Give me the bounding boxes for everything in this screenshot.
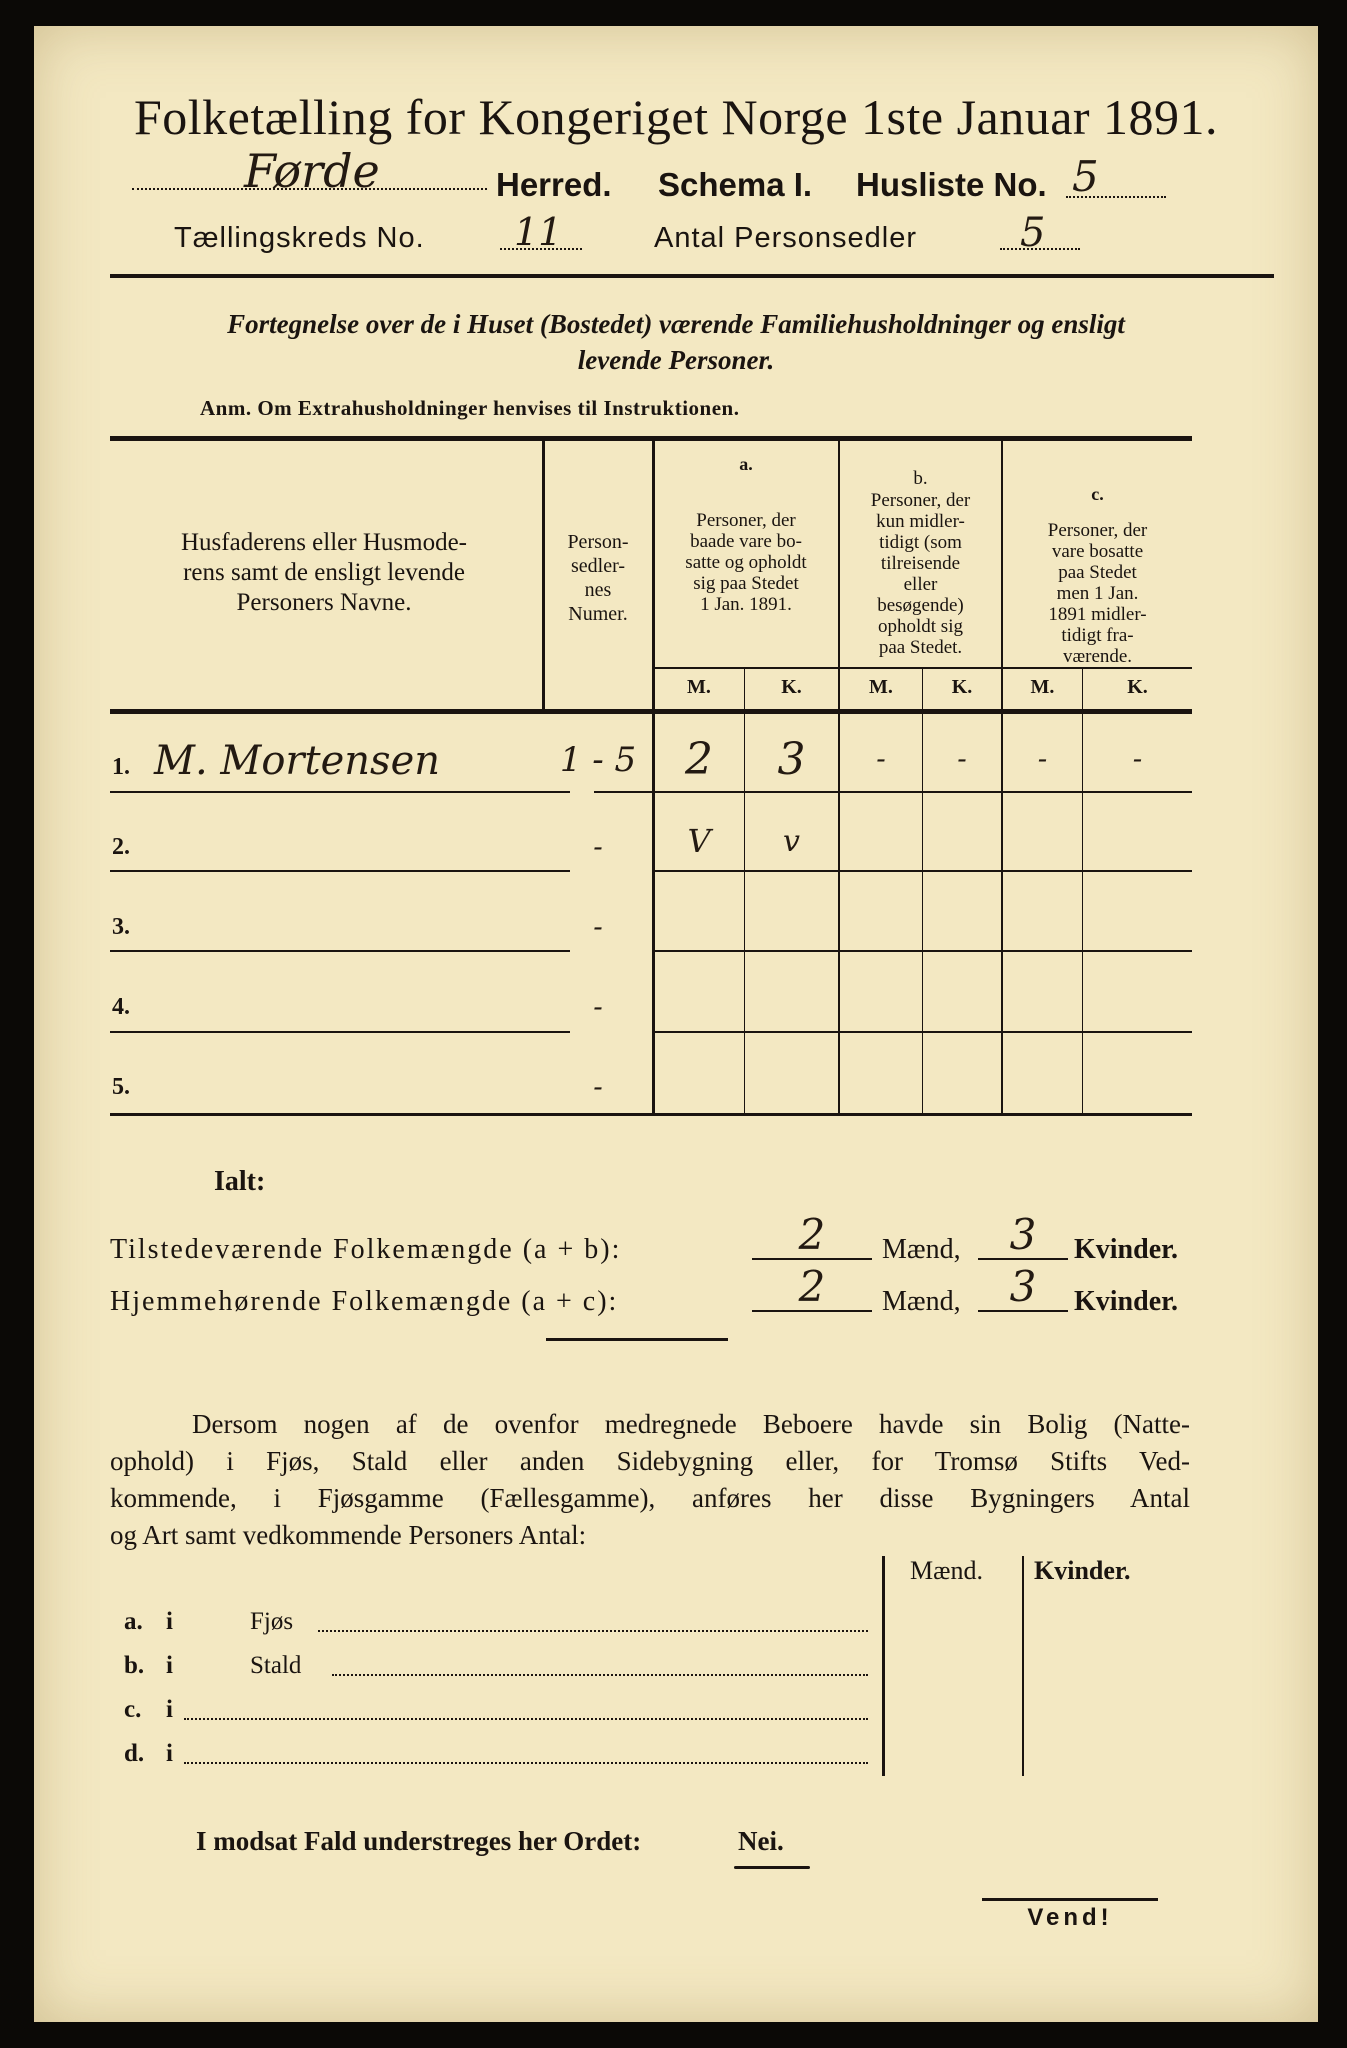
col-c-m: M. bbox=[1030, 676, 1055, 698]
row-num: - bbox=[593, 910, 603, 943]
col-header-num: Person- sedler- nes Numer. bbox=[567, 531, 629, 625]
schema-label: Schema I. bbox=[658, 166, 813, 203]
nei-underline bbox=[734, 1866, 810, 1869]
herred-value: Førde bbox=[244, 144, 380, 198]
col-header-c: Personer, der vare bosatte paa Stedet men 1 Jan. 1891 midler- tidigt fra- værende. bbox=[1047, 520, 1148, 667]
total-resident-women-label: Kvinder. bbox=[1074, 1286, 1178, 1317]
row-name: M. Mortensen bbox=[154, 738, 441, 784]
antal-value: 5 bbox=[1020, 210, 1046, 256]
row-num: - bbox=[593, 830, 603, 863]
census-form-page: Folketælling for Kongeriget Norge 1ste Januar 1891. Førde Herred. Schema I. Husliste No. 5 Tællingskreds No. 11 Antal Personsedler 5 Fortegnelse over de i Huset (Bostedet) værende Familiehusholdninger og ensligt levende Personer. Anm. Om Extrahusholdninger henvises til Instruktionen. Husfaderens eller Husmode- rens samt de ensligt levende Personers Navne. Person- sedler- nes Numer. a. Personer, der baade vare bo- satte og opholdt sig paa Stedet 1 Jan. 1891. b. Personer, der kun midler- tidigt (som tilreisende eller besøgende) opholdt sig paa Stedet. c. Personer, der vare bosatte paa Stedet men 1 Jan. 1891 midler- tidigt fra- værende. M. K. M. K. M. K. 1. M. Mortensen 1 - 5 2 3 - - - - 2. - V v 3. - 4. - 5. - Ialt: Tilstedeværende Folkemængde (a + b): 2 Mænd, 3 Kvinder. Hjemmehørende Folkemængde (a + c): 2 Mænd, 3 Kvinder. Dersom nogen af de ovenfor medregnede Beboere havde sin Bolig (Natte- ophold) i Fjøs, Stald eller anden Sidebygning eller, for Tromsø Stifts Ved- kommende, i Fjøsgamme (Fællesgamme), anføres her disse Bygningers Antal og Art samt vedkommende Personers Antal: Mænd. Kvinder. a. i Fjøs b. i Stald c. i d. i I modsat Fald understreges her Ordet: Nei. Vend! bbox=[34, 26, 1318, 2022]
total-resident-label: Hjemmehørende Folkemængde (a + c): bbox=[110, 1286, 619, 1317]
total-resident-men: 2 bbox=[798, 1262, 826, 1311]
table-top-rule bbox=[110, 436, 1192, 441]
col-header-b: Personer, der kun midler- tidigt (som tilreisende eller besøgende) opholdt sig paa Stedet. bbox=[870, 490, 971, 658]
col-c-k: K. bbox=[1127, 676, 1148, 698]
total-present-label: Tilstedeværende Folkemængde (a + b): bbox=[110, 1234, 622, 1265]
row-a-k: v bbox=[783, 824, 800, 859]
husliste-label: Husliste No. bbox=[856, 166, 1047, 203]
row-a-k: 3 bbox=[777, 734, 806, 785]
kreds-label: Tællingskreds No. bbox=[174, 222, 425, 254]
row-number: 5. bbox=[112, 1074, 130, 1100]
row-number: 3. bbox=[112, 914, 130, 940]
row-c-m: - bbox=[1037, 742, 1048, 775]
anm-note: Anm. Om Extrahusholdninger henvises til Instruktionen. bbox=[200, 396, 740, 420]
form-title: Folketælling for Kongeriget Norge 1ste Januar 1891. bbox=[133, 89, 1219, 145]
table-header-rule bbox=[110, 709, 1192, 714]
antal-label: Antal Personsedler bbox=[654, 222, 918, 254]
col-a-k: K. bbox=[781, 676, 802, 698]
row-b-k: - bbox=[957, 742, 967, 775]
col-header-a-letter: a. bbox=[739, 454, 753, 474]
col-a-m: M. bbox=[687, 676, 711, 698]
header-rule-left bbox=[110, 274, 838, 278]
row-number: 1. bbox=[112, 754, 130, 780]
col-header-b-letter: b. bbox=[913, 468, 928, 489]
total-present-women: 3 bbox=[1009, 1210, 1037, 1259]
row-a-m: 2 bbox=[685, 734, 713, 785]
section-divider bbox=[546, 1338, 728, 1341]
herred-label: Herred. bbox=[496, 166, 612, 203]
outbuilding-paragraph: Dersom nogen af de ovenfor medregnede Beboere havde sin Bolig (Natte- ophold) i Fjøs, Stald eller anden Sidebygning eller, for Tromsø Stifts Ved- kommende, i Fjøsgamme (Fællesgamme), anføres her disse Bygningers Antal og Art samt vedkommende Personers Antal: bbox=[110, 1409, 1190, 1550]
col-header-name: Husfaderens eller Husmode- rens samt de ensligt levende Personers Navne. bbox=[180, 529, 467, 616]
total-present-men: 2 bbox=[798, 1210, 826, 1259]
vend-label: Vend! bbox=[1027, 1904, 1113, 1931]
row-number: 2. bbox=[112, 834, 130, 860]
col-header-a: Personer, der baade vare bo- satte og opholdt sig paa Stedet 1 Jan. 1891. bbox=[685, 510, 807, 615]
table-bottom-rule bbox=[110, 1113, 1192, 1116]
husliste-value: 5 bbox=[1072, 152, 1099, 201]
row-b-m: - bbox=[876, 742, 886, 775]
ialt-label: Ialt: bbox=[214, 1166, 266, 1197]
row-a-m: V bbox=[687, 822, 711, 860]
col-header-c-letter: c. bbox=[1091, 484, 1104, 504]
mk-rule bbox=[654, 667, 1192, 669]
intro-line-2: levende Personer. bbox=[577, 345, 775, 375]
kreds-value: 11 bbox=[514, 210, 563, 254]
col-b-k: K. bbox=[951, 676, 973, 698]
modsat-text: I modsat Fald understreges her Ordet: bbox=[196, 1826, 642, 1856]
row-num: 1 - 5 bbox=[559, 740, 637, 780]
row-c-k: - bbox=[1132, 742, 1143, 775]
total-present-women-label: Kvinder. bbox=[1074, 1234, 1178, 1265]
row-number: 4. bbox=[112, 994, 130, 1020]
total-resident-women: 3 bbox=[1009, 1262, 1037, 1311]
header-rule-right bbox=[820, 274, 1274, 278]
total-present-men-label: Mænd, bbox=[882, 1234, 961, 1265]
outbuilding-col-women: Kvinder. bbox=[1034, 1556, 1131, 1585]
col-b-m: M. bbox=[869, 676, 893, 698]
nei-word: Nei. bbox=[738, 1826, 784, 1856]
row-num: - bbox=[593, 1070, 603, 1103]
intro-line-1: Fortegnelse over de i Huset (Bostedet) værende Familiehusholdninger og ensligt bbox=[227, 309, 1125, 339]
total-resident-men-label: Mænd, bbox=[882, 1286, 961, 1317]
row-num: - bbox=[593, 990, 603, 1023]
outbuilding-col-men: Mænd. bbox=[910, 1556, 983, 1585]
